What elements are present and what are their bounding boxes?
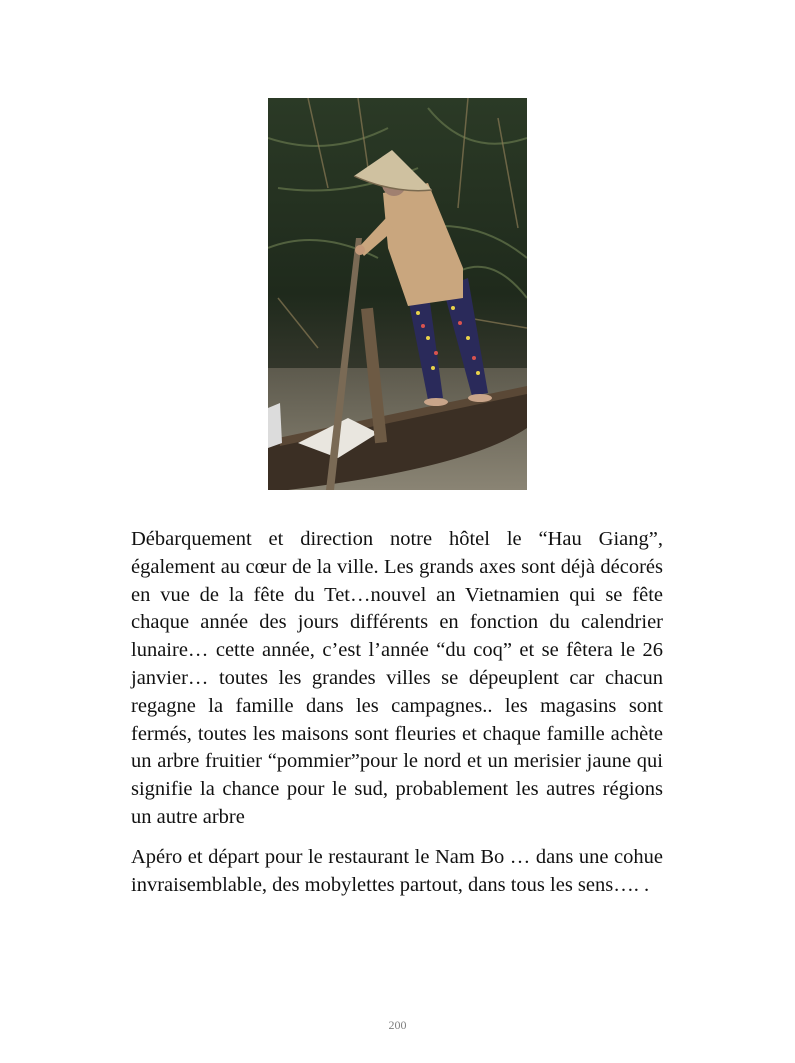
paragraph: Apéro et départ pour le restaurant le Nam Bo … dans une cohue invraisemblable, des mobylettes partout, dans tous les sens…. . [131,845,663,896]
paragraph: Débarquement et direction notre hôtel le “Hau Giang”, également au cœur de la ville. Les grands axes sont déjà décorés en vue de la fête du Tet…nouvel an Vietnamien qui se fête chaque année des jours différents en fonction du calendrier lunaire… cette année, c’est l’année “du coq” et se fêtera le 26 janvier… toutes les grandes villes se dépeuplent car chacun regagne la famille dans les campagnes.. les magasins sont fermés, toutes les maisons sont fleuries et chaque famille achète un arbre fruitier “pommier”pour le nord et un merisier jaune qui signifie la chance pour le sud, probablement les autres régions un autre arbre [131,528,663,828]
page-number: 200 [388,1018,407,1032]
photo-woman-rowing-boat [268,98,527,490]
body-text [131,526,663,911]
